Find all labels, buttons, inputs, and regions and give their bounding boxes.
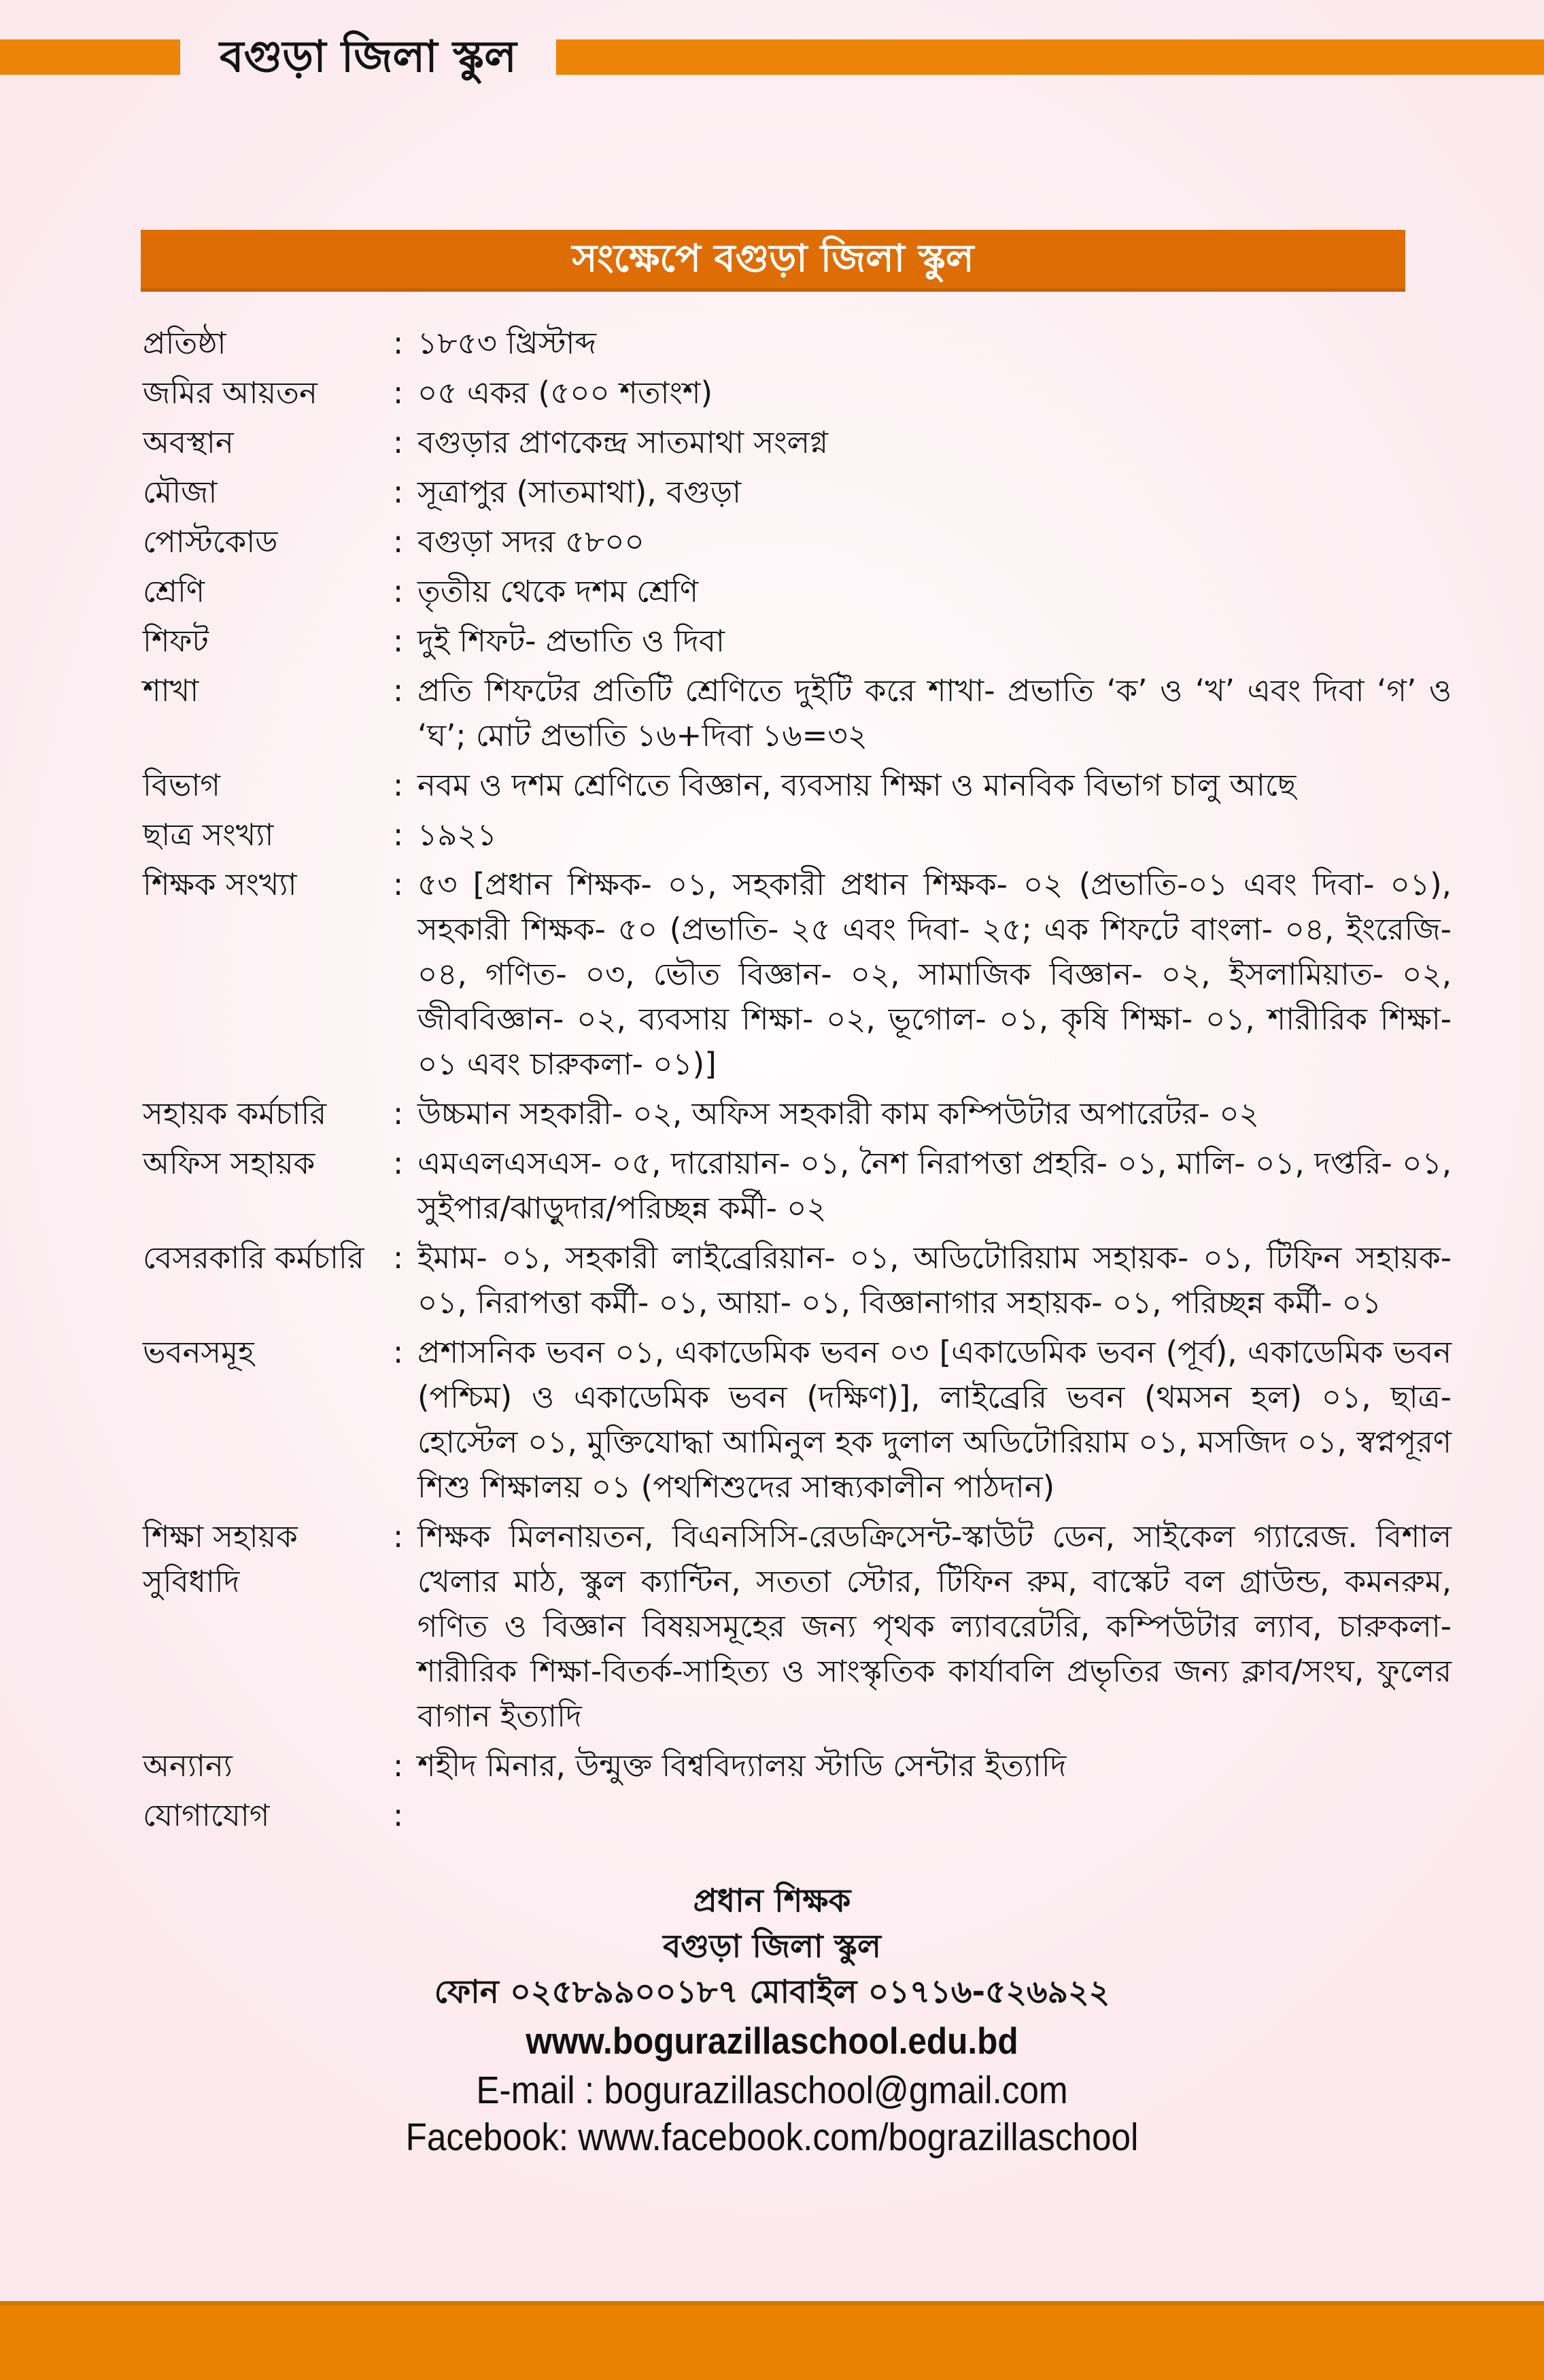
info-row-value: ইমাম- ০১, সহকারী লাইব্রেরিয়ান- ০১, অডিটোরিয়াম সহায়ক- ০১, টিফিন সহায়ক- ০১, নিরাপত্তা কর্মী- ০১, আয়া- ০১, বিজ্ঞানাগার সহায়ক- ০১, পরিচ্ছন্ন কর্মী- ০১ <box>417 1240 1452 1321</box>
info-row-value: তৃতীয় থেকে দশম শ্রেণি <box>417 573 699 609</box>
info-row <box>143 619 1452 664</box>
summary-banner-title: সংক্ষেপে বগুড়া জিলা স্কুল <box>572 237 974 281</box>
header-right-orange-bar <box>556 39 1544 75</box>
info-row-value: প্রশাসনিক ভবন ০১, একাডেমিক ভবন ০৩ [একাডেমিক ভবন (পূর্ব), একাডেমিক ভবন (পশ্চিম) ও একাডেমিক ভবন (দক্ষিণ)], লাইব্রেরি ভবন (থমসন হল) ০১, ছাত্র-হোস্টেল ০১, মুক্তিযোদ্ধা আমিনুল হক দুলাল অডিটোরিয়াম ০১, মসজিদ ০১, স্বপ্নপূরণ শিশু শিক্ষালয় ০১ (পথশিশুদের সান্ধ্যকালীন পাঠদান) <box>417 1334 1452 1505</box>
info-row-value: প্রতি শিফটের প্রতিটি শ্রেণিতে দুইটি করে শাখা- প্রভাতি ‘ক’ ও ‘খ’ এবং দিবা ‘গ’ ও ‘ঘ’; মোট প্রভাতি ১৬+দিবা ১৬=৩২ <box>417 673 1452 753</box>
footer-email-line: E-mail : bogurazillaschool@gmail.com <box>476 2069 1068 2112</box>
info-row <box>143 668 1452 758</box>
header-left-orange-bar <box>0 39 180 75</box>
bottom-orange-band <box>0 2301 1544 2380</box>
colon-separator: : <box>393 1240 404 1276</box>
colon-separator: : <box>393 375 404 411</box>
footer-facebook-line: Facebook: www.facebook.com/bograzillaschool <box>405 2115 1139 2159</box>
info-row-value: ৫৩ [প্রধান শিক্ষক- ০১, সহকারী প্রধান শিক্ষক- ০২ (প্রভাতি-০১ এবং দিবা- ০১), সহকারী শিক্ষক- ৫০ (প্রভাতি- ২৫ এবং দিবা- ২৫; এক শিফটে বাংলা- ০৪, ইংরেজি- ০৪, গণিত- ০৩, ভৌত বিজ্ঞান- ০২, সামাজিক বিজ্ঞান- ০২, ইসলামিয়াত- ০২, জীববিজ্ঞান- ০২, ব্যবসায় শিক্ষা- ০২, ভূগোল- ০১, কৃষি শিক্ষা- ০১, শারীরিক শিক্ষা- ০১ এবং চারুকলা- ০১)] <box>417 866 1452 1082</box>
info-row-value: ০৫ একর (৫০০ শতাংশ) <box>417 375 713 411</box>
info-row <box>143 470 1452 515</box>
info-row-label: সহায়ক কর্মচারি <box>143 1095 327 1132</box>
info-row-value: নবম ও দশম শ্রেণিতে বিজ্ঞান, ব্যবসায় শিক্ষা ও মানবিক বিভাগ চালু আছে <box>417 767 1297 803</box>
info-row-value: বগুড়া সদর ৫৮০০ <box>417 524 645 560</box>
info-row-value: ১৯২১ <box>417 817 497 853</box>
info-row-label: শ্রেণি <box>143 573 205 609</box>
info-row-label: শিক্ষা সহায়ক সুবিধাদি <box>143 1518 298 1599</box>
info-row-label: মৌজা <box>143 474 218 510</box>
info-row <box>143 1236 1452 1325</box>
colon-separator: : <box>393 424 404 460</box>
footer-designation: প্রধান শিক্ষক <box>693 1882 851 1920</box>
info-row <box>143 1091 1452 1136</box>
info-row <box>143 371 1452 415</box>
footer-phone-line: ফোন ০২৫৮৯৯০০১৮৭ মোবাইল ০১৭১৬-৫২৬৯২২ <box>434 1973 1110 2011</box>
contact-footer <box>0 1878 1544 2160</box>
info-row <box>143 569 1452 614</box>
top-header <box>0 32 1544 82</box>
info-row-value: শিক্ষক মিলনায়তন, বিএনসিসি-রেডক্রিসেন্ট-স্কাউট ডেন, সাইকেল গ্যারেজ. বিশাল খেলার মাঠ, স্কুল ক্যান্টিন, সততা স্টোর, টিফিন রুম, বাস্কেট বল গ্রাউন্ড, কমনরুম, গণিত ও বিজ্ঞান বিষয়সমূহের জন্য পৃথক ল্যাবরেটরি, কম্পিউটার ল্যাব, চারুকলা-শারীরিক শিক্ষা-বিতর্ক-সাহিত্য ও সাংস্কৃতিক কার্যাবলি প্রভৃতির জন্য ক্লাব/সংঘ, ফুলের বাগান ইত্যাদি <box>417 1518 1452 1734</box>
info-row <box>143 1514 1452 1739</box>
summary-banner <box>141 230 1405 292</box>
info-row <box>143 813 1452 857</box>
info-row-value: বগুড়ার প্রাণকেন্দ্র সাতমাথা সংলগ্ন <box>417 424 829 460</box>
info-row-label: ভবনসমূহ <box>143 1334 254 1370</box>
info-row-value: শহীদ মিনার, উন্মুক্ত বিশ্ববিদ্যালয় স্টাডি সেন্টার ইত্যাদি <box>417 1748 1067 1784</box>
info-row-label: প্রতিষ্ঠা <box>143 325 226 361</box>
info-row-label: পোস্টকোড <box>143 524 278 560</box>
info-row <box>143 1744 1452 1788</box>
info-row-value: ১৮৫৩ খ্রিস্টাব্দ <box>417 325 597 361</box>
info-row <box>143 321 1452 366</box>
colon-separator: : <box>393 866 404 902</box>
info-row-label: যোগাযোগ <box>143 1797 270 1833</box>
info-row <box>143 862 1452 1087</box>
info-row-label: জমির আয়তন <box>143 375 318 411</box>
info-row <box>143 1793 1452 1838</box>
colon-separator: : <box>393 1797 404 1833</box>
info-row-label: অন্যান্য <box>143 1748 233 1784</box>
colon-separator: : <box>393 1095 404 1132</box>
info-row-label: বেসরকারি কর্মচারি <box>143 1240 364 1276</box>
footer-website-url: www.bogurazillaschool.edu.bd <box>526 2020 1018 2062</box>
info-row-label: বিভাগ <box>143 767 220 803</box>
info-row-label: শিফট <box>143 623 209 659</box>
info-row <box>143 520 1452 564</box>
colon-separator: : <box>393 673 404 709</box>
info-row-value: দুই শিফট- প্রভাতি ও দিবা <box>417 623 725 659</box>
colon-separator: : <box>393 1334 404 1370</box>
info-row-label: শাখা <box>143 673 199 709</box>
info-row-value: সূত্রাপুর (সাতমাথা), বগুড়া <box>417 474 742 510</box>
colon-separator: : <box>393 1748 404 1784</box>
school-title: বগুড়া জিলা স্কুল <box>220 32 517 82</box>
colon-separator: : <box>393 767 404 803</box>
info-row <box>143 763 1452 808</box>
colon-separator: : <box>393 623 404 659</box>
footer-school-name: বগুড়া জিলা স্কুল <box>663 1928 881 1965</box>
info-row <box>143 1141 1452 1231</box>
info-row-value: উচ্চমান সহকারী- ০২, অফিস সহকারী কাম কম্পিউটার অপারেটর- ০২ <box>417 1095 1259 1132</box>
info-row-label: ছাত্র সংখ্যা <box>143 817 274 853</box>
colon-separator: : <box>393 817 404 853</box>
info-row-label: শিক্ষক সংখ্যা <box>143 866 297 902</box>
info-row-label: অফিস সহায়ক <box>143 1145 315 1181</box>
info-row <box>143 1330 1452 1510</box>
info-row <box>143 420 1452 465</box>
info-list <box>143 321 1452 1843</box>
colon-separator: : <box>393 1518 404 1554</box>
colon-separator: : <box>393 573 404 609</box>
info-row-value: এমএলএসএস- ০৫, দারোয়ান- ০১, নৈশ নিরাপত্তা প্রহরি- ০১, মালি- ০১, দপ্তরি- ০১, সুইপার/ঝাড়ুদার/পরিচ্ছন্ন কর্মী- ০২ <box>417 1145 1452 1226</box>
colon-separator: : <box>393 474 404 510</box>
colon-separator: : <box>393 524 404 560</box>
info-row-label: অবস্থান <box>143 424 234 460</box>
colon-separator: : <box>393 325 404 361</box>
colon-separator: : <box>393 1145 404 1181</box>
